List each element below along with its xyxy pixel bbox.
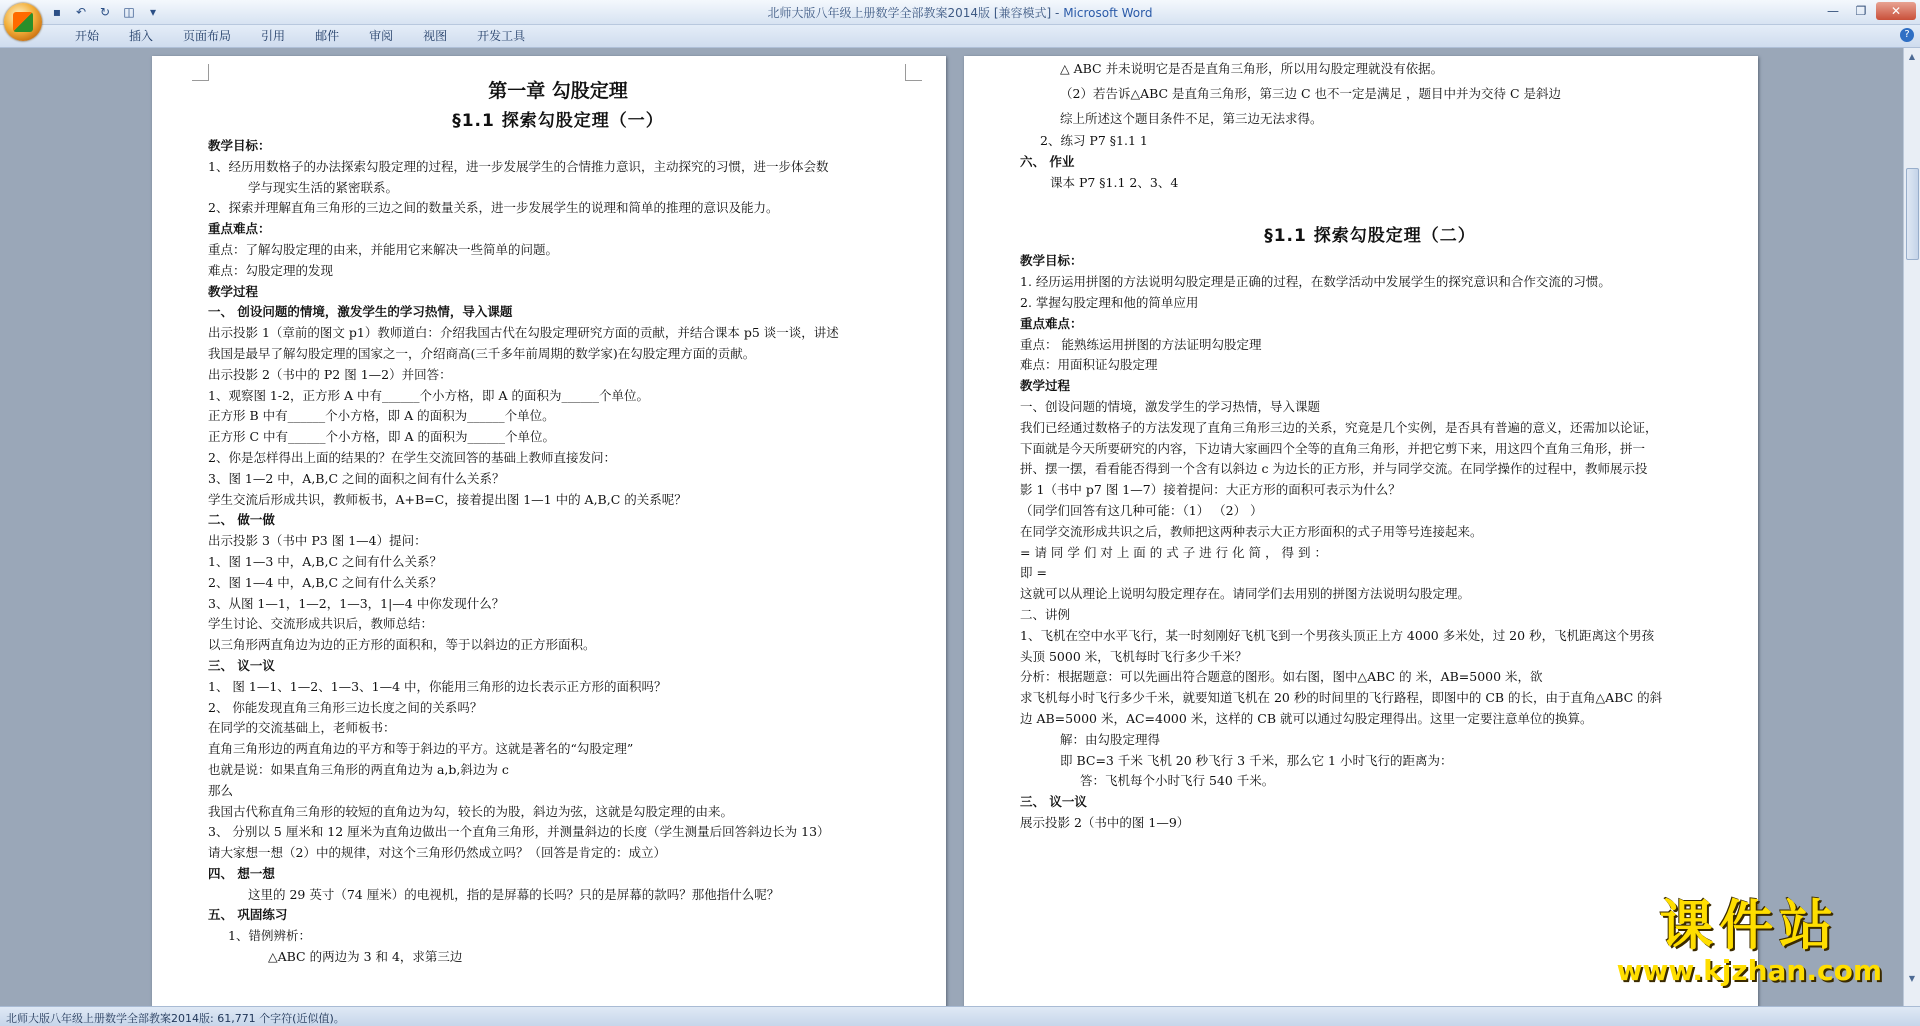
page1-line: 1、错例辨析： bbox=[228, 928, 311, 944]
page1-line: 请大家想一想（2）中的规律，对这个三角形仍然成立吗？（回答是肯定的：成立） bbox=[208, 845, 666, 861]
help-icon[interactable]: ? bbox=[1900, 28, 1914, 42]
scroll-down-icon[interactable]: ▼ bbox=[1908, 974, 1916, 983]
minimize-icon[interactable]: — bbox=[1827, 4, 1839, 18]
page2-line: 一、创设问题的情境，激发学生的学习热情，导入课题 bbox=[1020, 398, 1321, 414]
page2-line: 这就可以从理论上说明勾股定理存在。请同学们去用别的拼图方法说明勾股定理。 bbox=[1020, 586, 1471, 602]
page2-top-line: △ ABC 并未说明它是否是直角三角形，所以用勾股定理就没有依据。 bbox=[1060, 61, 1444, 76]
page2-line: 分析：根据题意：可以先画出符合题意的图形。如右图，图中△ABC 的 米，AB=5000 米，欲 bbox=[1020, 669, 1543, 685]
page1-line: 学与现实生活的紧密联系。 bbox=[248, 179, 399, 195]
page1-line: 3、 分别以 5 厘米和 12 厘米为直角边做出一个直角三角形，并测量斜边的长度（学生测量后回答斜边长为 13） bbox=[208, 824, 830, 840]
undo-icon[interactable]: ↶ bbox=[75, 5, 87, 19]
close-icon[interactable]: ✕ bbox=[1876, 2, 1916, 20]
page1-line: 2、你是怎样得出上面的结果的？在学生交流回答的基础上教师直接发问： bbox=[208, 449, 616, 465]
document-workspace bbox=[0, 48, 1904, 1006]
page2-line: 边 AB=5000 米，AC=4000 米，这样的 CB 就可以通过勾股定理得出。这里一定要注意单位的换算。 bbox=[1020, 710, 1593, 726]
save-icon[interactable]: ▪ bbox=[52, 5, 62, 19]
page1-line: 重点难点： bbox=[208, 221, 271, 237]
page1-line: 我国是最早了解勾股定理的国家之一，介绍商高(三千多年前周期的数学家)在勾股定理方面的贡献。 bbox=[208, 345, 756, 361]
page1-line: 五、 巩固练习 bbox=[208, 907, 288, 923]
tab-5[interactable]: 审阅 bbox=[369, 29, 394, 43]
page2-line: 求飞机每小时飞行多少千米，就要知道飞机在 20 秒的时间里的飞行路程，即图中的 CB 的长，由于直角△ABC 的斜 bbox=[1020, 690, 1663, 706]
page1-line: 学生交流后形成共识，教师板书，A+B=C，接着提出图 1—1 中的 A,B,C 的关系呢？ bbox=[208, 491, 687, 507]
page-2 bbox=[964, 56, 1758, 1006]
page1-line: 学生讨论、交流形成共识后，教师总结： bbox=[208, 616, 434, 632]
watermark bbox=[1617, 896, 1882, 986]
ribbon-tabs bbox=[0, 25, 1920, 48]
page1-line: 难点：勾股定理的发现 bbox=[208, 262, 334, 278]
page2-line: 影 1（书中 p7 图 1—7）接着提问：大正方形的面积可表示为什么？ bbox=[1020, 482, 1401, 498]
page2-line: （同学们回答有这几种可能：（1） （2） ） bbox=[1020, 502, 1263, 518]
page-1 bbox=[152, 56, 946, 1006]
page2-line: 2. 掌握勾股定理和他的简单应用 bbox=[1020, 294, 1199, 310]
page1-line: 那么 bbox=[208, 782, 234, 798]
quick-access-toolbar bbox=[48, 3, 162, 21]
page1-line: 出示投影 2（书中的 P2 图 1—2）并回答： bbox=[208, 366, 452, 382]
page2-line: 即 BC=3 千米 飞机 20 秒飞行 3 千米，那么它 1 小时飞行的距离为： bbox=[1060, 752, 1453, 768]
section-title-2: §1.1 探索勾股定理（二） bbox=[1264, 226, 1476, 247]
scroll-up-icon[interactable]: ▲ bbox=[1908, 52, 1916, 61]
page1-line: 出示投影 1（章前的图文 p1）教师道白：介绍我国古代在勾股定理研究方面的贡献，并结合课本 p5 谈一谈，讲述 bbox=[208, 325, 839, 341]
page1-line: 1、 图 1—1、1—2、1—3、1—4 中，你能用三角形的边长表示正方形的面积吗？ bbox=[208, 678, 667, 694]
tab-0[interactable]: 开始 bbox=[75, 29, 100, 43]
tab-3[interactable]: 引用 bbox=[261, 29, 286, 43]
page1-line: 1、图 1—3 中，A,B,C 之间有什么关系？ bbox=[208, 553, 443, 569]
section-title: §1.1 探索勾股定理（一） bbox=[452, 111, 664, 131]
page1-line: 直角三角形边的两直角边的平方和等于斜边的平方。这就是著名的“勾股定理” bbox=[208, 741, 634, 757]
page2-line: = 请 同 学 们 对 上 面 的 式 子 进 行 化 简 ， 得 到 ： bbox=[1020, 544, 1327, 560]
chapter-title: 第一章 勾股定理 bbox=[488, 80, 628, 102]
page2-line: 即 = bbox=[1020, 565, 1047, 581]
page1-line: 二、 做一做 bbox=[208, 512, 275, 528]
redo-icon[interactable]: ↻ bbox=[99, 5, 111, 19]
page1-line: 3、从图 1—1，1—2，1—3，1|—4 中你发现什么？ bbox=[208, 595, 505, 611]
maximize-icon[interactable]: ❐ bbox=[1855, 4, 1867, 18]
spacer bbox=[1020, 193, 1720, 221]
page2-line: 教学过程 bbox=[1020, 378, 1071, 394]
page1-line: 教学过程 bbox=[208, 283, 259, 299]
vertical-scrollbar[interactable] bbox=[1903, 48, 1920, 1006]
homework-text: 课本 P7 §1.1 2、3、4 bbox=[1050, 174, 1179, 190]
page-1-body bbox=[208, 136, 908, 968]
customize-toolbar-icon[interactable]: ▾ bbox=[149, 5, 157, 19]
print-preview-icon[interactable]: ◫ bbox=[123, 5, 135, 19]
tab-6[interactable]: 视图 bbox=[423, 29, 448, 43]
status-bar bbox=[0, 1006, 1920, 1026]
page1-line: △ABC 的两边为 3 和 4，求第三边 bbox=[268, 949, 463, 965]
practice-line: 2、练习 P7 §1.1 1 bbox=[1040, 133, 1148, 148]
page2-line: 难点：用面积证勾股定理 bbox=[1020, 357, 1158, 373]
office-logo-icon bbox=[13, 12, 33, 32]
page1-line: 以三角形两直角边为边的正方形的面积和，等于以斜边的正方形面积。 bbox=[208, 637, 596, 653]
page1-line: 三、 议一议 bbox=[208, 657, 275, 673]
page1-line: 3、图 1—2 中，A,B,C 之间的面积之间有什么关系？ bbox=[208, 470, 505, 486]
page2-line: 解：由勾股定理得 bbox=[1060, 731, 1161, 747]
page1-line: 正方形 C 中有______个小方格，即 A 的面积为______个单位。 bbox=[208, 429, 555, 445]
page2-top-line: 综上所述这个题目条件不足，第三边无法求得。 bbox=[1060, 111, 1323, 126]
page2-line: 教学目标： bbox=[1020, 253, 1083, 269]
page-2-body bbox=[1020, 251, 1720, 833]
page1-line: 2、图 1—4 中，A,B,C 之间有什么关系？ bbox=[208, 574, 443, 590]
tab-4[interactable]: 邮件 bbox=[315, 29, 340, 43]
page2-line: 答：飞机每个小时飞行 540 千米。 bbox=[1080, 773, 1275, 789]
page2-line: 1. 经历运用拼图的方法说明勾股定理是正确的过程，在数学活动中发展学生的探究意识和合作交流的习惯。 bbox=[1020, 274, 1611, 290]
page1-line: 也就是说：如果直角三角形的两直角边为 a,b,斜边为 c bbox=[208, 761, 509, 777]
page2-line: 展示投影 2（书中的图 1—9） bbox=[1020, 814, 1190, 830]
page2-top-line: （2）若告诉△ABC 是直角三角形，第三边 C 也不一定是满足 ，题目中并为交待 C 是斜边 bbox=[1060, 86, 1562, 101]
page2-line: 重点难点： bbox=[1020, 315, 1083, 331]
tab-7[interactable]: 开发工具 bbox=[477, 29, 526, 43]
page2-line: 重点： 能熟练运用拼图的方法证明勾股定理 bbox=[1020, 336, 1262, 352]
page2-line: 下面就是今天所要研究的内容，下边请大家画四个全等的直角三角形，并把它剪下来，用这四个直角三角形，拼一 bbox=[1020, 440, 1646, 456]
page1-line: 教学目标： bbox=[208, 138, 271, 153]
page1-line: 2、 你能发现直角三角形三边长度之间的关系吗？ bbox=[208, 699, 483, 715]
page1-line: 这里的 29 英寸（74 厘米）的电视机，指的是屏幕的长吗？只的是屏幕的款吗？那他指什么呢？ bbox=[248, 886, 780, 902]
watermark-url: www.kjzhan.com bbox=[1616, 954, 1882, 987]
document-title: 北师大版八年级上册数学全部教案2014版 [兼容模式] - bbox=[767, 6, 1064, 20]
page1-line: 1、观察图 1-2，正方形 A 中有______个小方格，即 A 的面积为______个单位。 bbox=[208, 387, 650, 403]
tab-1[interactable]: 插入 bbox=[129, 29, 154, 43]
page1-line: 正方形 B 中有______个小方格，即 A 的面积为______个单位。 bbox=[208, 408, 555, 424]
tab-2[interactable]: 页面布局 bbox=[183, 29, 232, 43]
page1-line: 我国古代称直角三角形的较短的直角边为勾，较长的为股，斜边为弦，这就是勾股定理的由来。 bbox=[208, 803, 734, 819]
page2-line: 拼、摆一摆，看看能否得到一个含有以斜边 c 为边长的正方形，并与同学交流。在同学操作的过程中，教师展示投 bbox=[1020, 461, 1648, 477]
page1-line: 出示投影 3（书中 P3 图 1—4）提问： bbox=[208, 533, 427, 549]
page2-line: 1、飞机在空中水平飞行，某一时刻刚好飞机飞到一个男孩头顶正上方 4000 多米处，过 20 秒，飞机距离这个男孩 bbox=[1020, 627, 1655, 643]
watermark-logo-text: 课件站 bbox=[1659, 894, 1840, 957]
page1-line: 重点：了解勾股定理的由来，并能用它来解决一些简单的问题。 bbox=[208, 241, 559, 257]
page2-line: 二、讲例 bbox=[1020, 606, 1071, 622]
title-bar bbox=[0, 0, 1920, 25]
page2-line: 在同学交流形成共识之后，教师把这两种表示大正方形面积的式子用等号连接起来。 bbox=[1020, 523, 1483, 539]
status-text: 北师大版八年级上册数学全部教案2014版: 61,771 个字符(近似值)。 bbox=[6, 1012, 345, 1025]
scroll-thumb[interactable] bbox=[1906, 168, 1919, 260]
page-corner-mark bbox=[192, 64, 209, 81]
page2-line: 头顶 5000 米，飞机每时飞行多少千米？ bbox=[1020, 648, 1248, 664]
page1-line: 四、 想一想 bbox=[208, 865, 275, 881]
app-name: Microsoft Word bbox=[1063, 6, 1153, 20]
window-controls bbox=[1820, 2, 1916, 20]
page1-line: 1、经历用数格子的办法探索勾股定理的过程，进一步发展学生的合情推力意识，主动探究的习惯，进一步体会数 bbox=[208, 158, 829, 174]
page1-line: 在同学的交流基础上，老师板书： bbox=[208, 720, 396, 736]
page2-line: 我们已经通过数格子的方法发现了直角三角形三边的关系，究竟是几个实例，是否具有普遍的意义，还需加以论证， bbox=[1020, 419, 1658, 435]
page1-line: 一、 创设问题的情境，激发学生的学习热情，导入课题 bbox=[208, 304, 513, 320]
page-2-content[interactable] bbox=[1020, 56, 1720, 834]
page1-line: 2、探索并理解直角三角形的三边之间的数量关系，进一步发展学生的说理和简单的推理的意识及能力。 bbox=[208, 200, 779, 216]
page2-line: 三、 议一议 bbox=[1020, 794, 1087, 810]
tab-list bbox=[60, 28, 540, 44]
page-1-content[interactable] bbox=[208, 76, 908, 968]
homework-heading: 六、 作业 bbox=[1020, 153, 1075, 169]
page-2-top-text bbox=[1020, 56, 1720, 131]
office-button[interactable] bbox=[4, 3, 42, 41]
window-title bbox=[0, 4, 1920, 21]
